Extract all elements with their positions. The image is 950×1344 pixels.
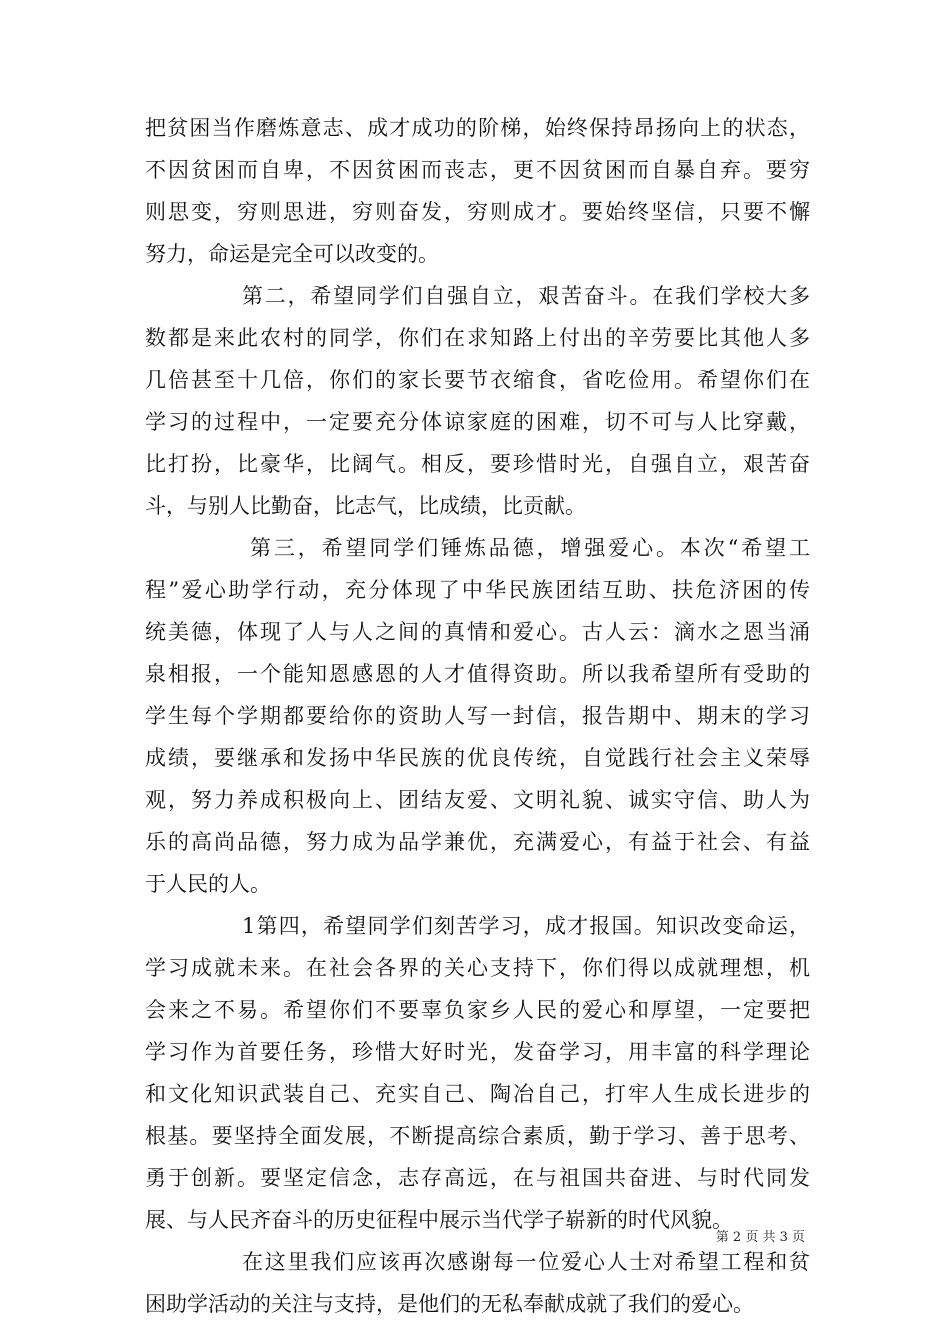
- paragraph-2: [145, 275, 810, 527]
- text-line: 则思变，穷则思进，穷则奋发，穷则成才。要始终坚信，只要不懈: [145, 200, 810, 224]
- text-line: 乐的高尚品德，努力成为品学兼优，充满爱心，有益于社会、有益: [145, 830, 810, 854]
- text-line: 不因贫困而自卑，不因贫困而丧志，更不因贫困而自暴自弃。要穷: [145, 158, 810, 182]
- text-line: 几倍甚至十几倍，你们的家长要节衣缩食，省吃俭用。希望你们在: [145, 368, 810, 392]
- page-number-footer: 第 2 页 共 3 页: [715, 1230, 805, 1245]
- text-line: 勇于创新。要坚定信念，志存高远，在与祖国共奋进、与时代同发: [145, 1166, 810, 1190]
- text-line: 和文化知识武装自己、充实自己、陶冶自己，打牢人生成长进步的: [145, 1082, 810, 1106]
- text-line: 学习的过程中，一定要充分体谅家庭的困难，切不可与人比穿戴，: [145, 410, 810, 434]
- paragraph-4: [145, 905, 810, 1241]
- text-line: 学习作为首要任务，珍惜大好时光，发奋学习，用丰富的科学理论: [145, 1040, 810, 1064]
- text-line: 程”爱心助学行动，充分体现了中华民族团结互助、扶危济困的传: [145, 578, 810, 602]
- text-line: 于人民的人。: [145, 872, 271, 896]
- text-line: 把贫困当作磨炼意志、成才成功的阶梯，始终保持昂扬向上的状态，: [145, 116, 810, 140]
- document-body: [145, 107, 810, 1325]
- paragraph-1: [145, 107, 810, 275]
- text-line: 展、与人民齐奋斗的历史征程中展示当代学子崭新的时代风貌。: [145, 1208, 733, 1232]
- text-line: 比打扮，比豪华，比阔气。相反，要珍惜时光，自强自立，艰苦奋: [145, 452, 810, 476]
- paragraph-3: [145, 527, 810, 905]
- text-line: 成绩，要继承和发扬中华民族的优良传统，自觉践行社会主义荣辱: [145, 746, 810, 770]
- text-line: 根基。要坚持全面发展，不断提高综合素质，勤于学习、善于思考、: [145, 1124, 810, 1148]
- text-line: 统美德，体现了人与人之间的真情和爱心。古人云：滴水之恩当涌: [145, 620, 810, 644]
- text-line: 学习成就未来。在社会各界的关心支持下，你们得以成就理想，机: [145, 956, 810, 980]
- text-line: 斗，与别人比勤奋，比志气，比成绩，比贡献。: [145, 494, 586, 518]
- text-line: 数都是来此农村的同学，你们在求知路上付出的辛劳要比其他人多: [145, 326, 810, 350]
- text-line: 会来之不易。希望你们不要辜负家乡人民的爱心和厚望，一定要把: [145, 998, 810, 1022]
- text-line: 1第四，希望同学们刻苦学习，成才报国。知识改变命运，: [242, 914, 810, 938]
- paragraph-5: [145, 1241, 810, 1325]
- text-line: 在这里我们应该再次感谢每一位爱心人士对希望工程和贫: [242, 1250, 810, 1274]
- text-line: 观，努力养成积极向上、团结友爱、文明礼貌、诚实守信、助人为: [145, 788, 810, 812]
- text-line: 努力，命运是完全可以改变的。: [145, 242, 439, 266]
- text-line: 泉相报，一个能知恩感恩的人才值得资助。所以我希望所有受助的: [145, 662, 810, 686]
- text-line: 学生每个学期都要给你的资助人写一封信，报告期中、期末的学习: [145, 704, 810, 728]
- text-line: 第三，希望同学们锤炼品德，增强爱心。本次“希望工: [250, 536, 810, 560]
- text-line: 第二，希望同学们自强自立，艰苦奋斗。在我们学校大多: [242, 284, 810, 308]
- text-line: 困助学活动的关注与支持，是他们的无私奉献成就了我们的爱心。: [145, 1292, 754, 1316]
